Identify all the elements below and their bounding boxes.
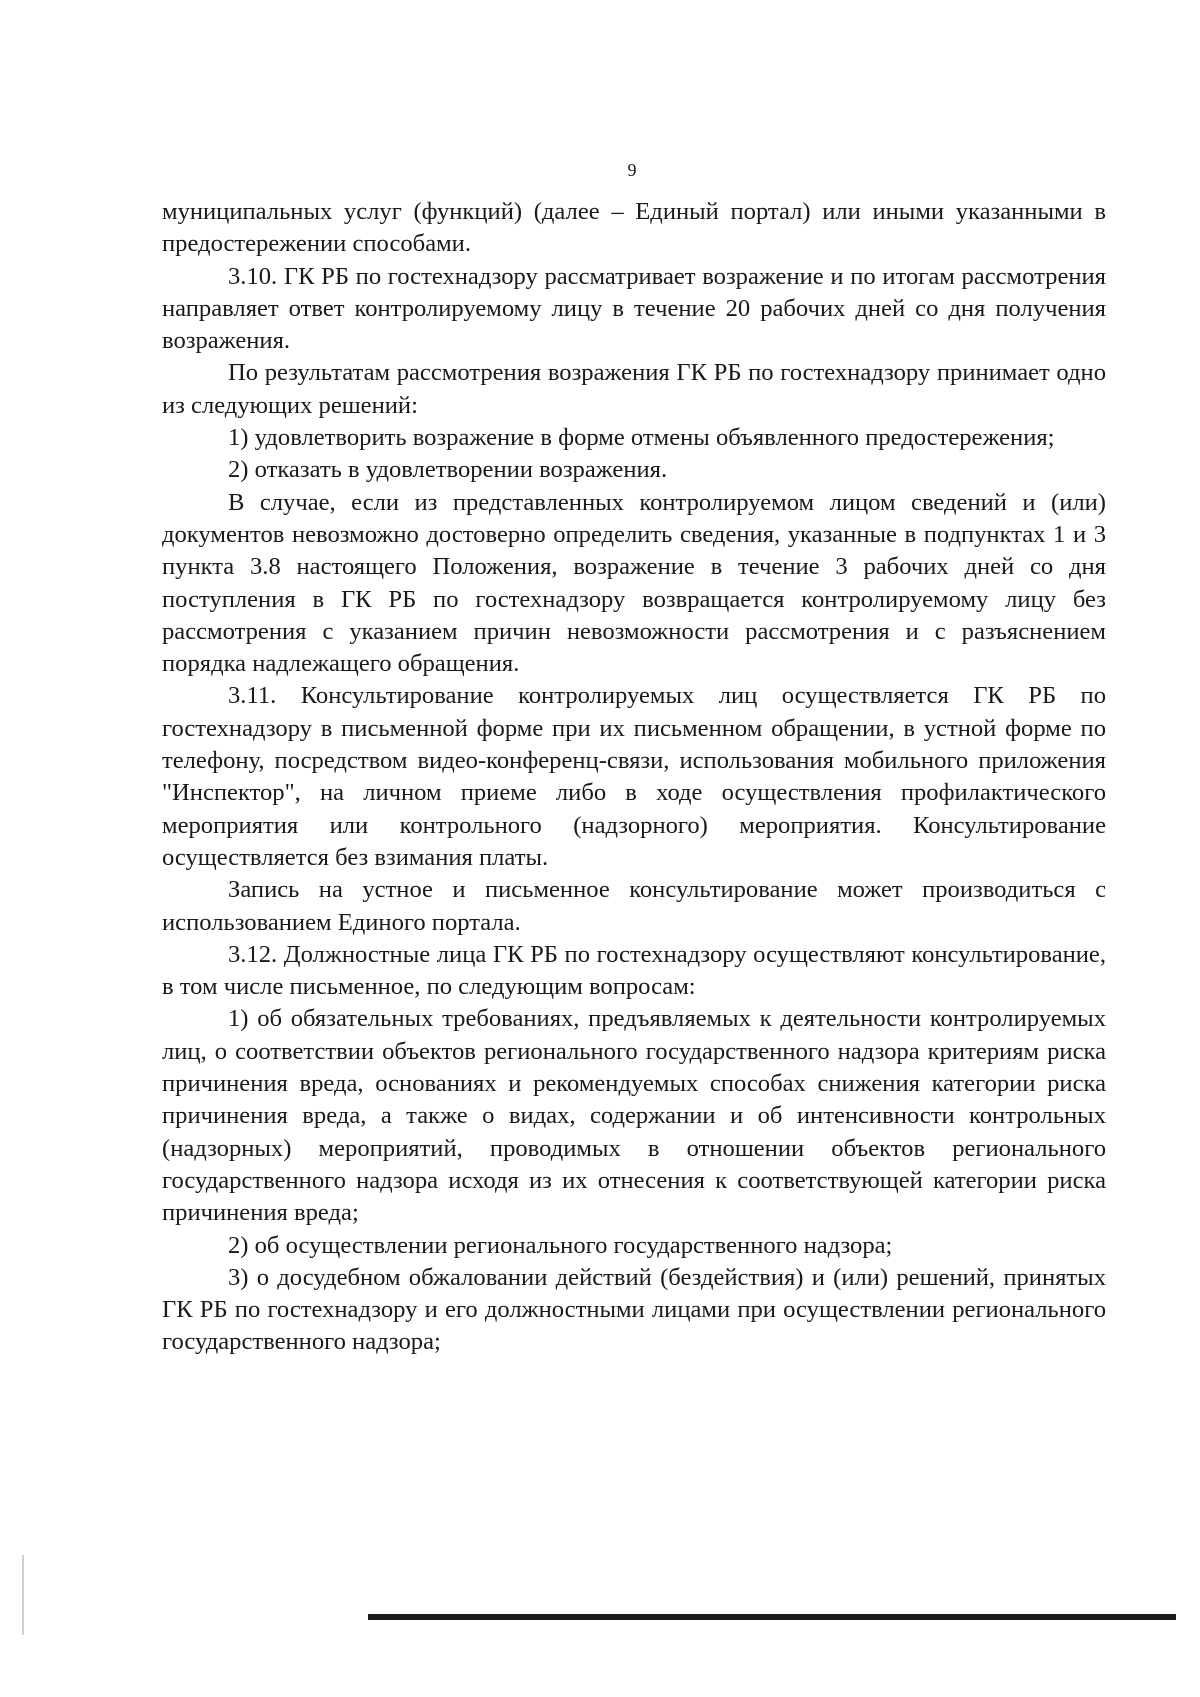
paragraph-3-10: 3.10. ГК РБ по гостехнадзору рассматривает возражение и по итогам рассмотрения направляет ответ контролируемому лицу в течение 20 рабочих дней со дня получения возражения. (162, 262, 1106, 355)
paragraph-consultation-booking: Запись на устное и письменное консультирование может производиться с использованием Единого портала. (162, 876, 1106, 936)
paragraph-3-12: 3.12. Должностные лица ГК РБ по гостехнадзору осуществляют консультирование, в том числе письменное, по следующим вопросам: (162, 940, 1106, 1001)
bottom-rule-divider (368, 1614, 1176, 1620)
list-item-question-1: 1) об обязательных требованиях, предъявляемых к деятельности контролируемых лиц, о соответствии объектов регионального государственного надзора критериям риска причинения вреда, основаниях и рекомендуемых способах снижения категории риска причинения вреда, а также о видах, содержании и об интенсивности контрольных (надзорных) мероприятий, проводимых в отношении объектов регионального государственного надзора исходя из их отнесения к соответствующей категории риска причинения вреда; (162, 1005, 1106, 1227)
paragraph-decisions-intro: По результатам рассмотрения возражения ГК РБ по гостехнадзору принимает одно из следующих решений: (162, 359, 1106, 419)
paragraph-continuation: муниципальных услуг (функций) (далее – Единый портал) или иными указанными в предостережении способами. (162, 198, 1106, 258)
page-number: 9 (627, 160, 637, 180)
document-body (162, 196, 1106, 1359)
paragraph-return-objection: В случае, если из представленных контролируемом лицом сведений и (или) документов невозможно достоверно определить сведения, указанные в подпунктах 1 и 3 пункта 3.8 настоящего Положения, возражение в течение 3 рабочих дней со дня поступления в ГК РБ по гостехнадзору возвращается контролируемому лицу без рассмотрения с указанием причин невозможности рассмотрения и с разъяснением порядка надлежащего обращения. (162, 488, 1106, 678)
list-item-decision-2: 2) отказать в удовлетворении возражения. (228, 456, 668, 484)
list-item-question-3: 3) о досудебном обжаловании действий (бездействия) и (или) решений, принятых ГК РБ по гостехнадзору и его должностными лицами при осуществлении регионального государственного надзора; (162, 1263, 1106, 1356)
list-item-decision-1: 1) удовлетворить возражение в форме отмены объявленного предостережения; (228, 424, 1055, 452)
list-item-question-2: 2) об осуществлении регионального государственного надзора; (228, 1231, 893, 1259)
scan-edge-mark (22, 1555, 24, 1635)
paragraph-3-11: 3.11. Консультирование контролируемых лиц осуществляется ГК РБ по гостехнадзору в письменной форме при их письменном обращении, в устной форме по телефону, посредством видео-конференц-связи, использования мобильного приложения "Инспектор", на личном приеме либо в ходе осуществления профилактического мероприятия или контрольного (надзорного) мероприятия. Консультирование осуществляется без взимания платы. (162, 682, 1106, 871)
